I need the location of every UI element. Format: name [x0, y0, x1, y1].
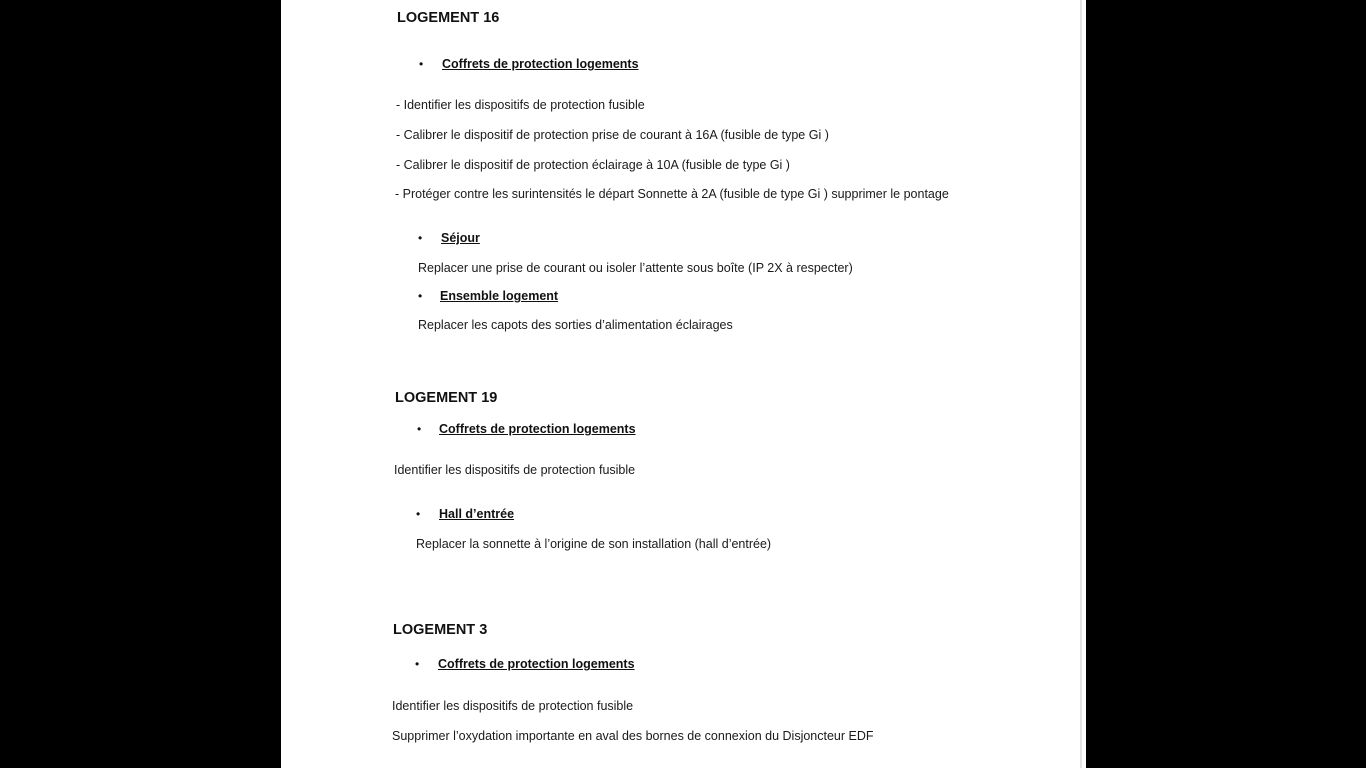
text-line: Identifier les dispositifs de protection fusible	[392, 699, 634, 713]
section-title-logement-3: LOGEMENT 3	[393, 622, 488, 638]
section-title-logement-19: LOGEMENT 19	[395, 390, 498, 406]
text-line: - Calibrer le dispositif de protection prise de courant à 16A (fusible de type Gi )	[396, 128, 829, 142]
subheading-sejour: Séjour	[441, 231, 480, 245]
bullet: •	[418, 231, 423, 245]
text-line: Replacer une prise de courant ou isoler l’attente sous boîte (IP 2X à respecter)	[418, 261, 853, 275]
bullet: •	[416, 507, 421, 521]
text-line: Replacer la sonnette à l’origine de son installation (hall d’entrée)	[416, 537, 772, 551]
section-title-logement-16: LOGEMENT 16	[397, 10, 500, 26]
text-line: - Identifier les dispositifs de protection fusible	[396, 98, 645, 112]
bullet: •	[418, 289, 423, 303]
text-line: Replacer les capots des sorties d’alimentation éclairages	[418, 318, 733, 332]
bullet: •	[417, 422, 422, 436]
bullet: •	[415, 657, 420, 671]
subheading-coffrets: Coffrets de protection logements	[439, 422, 636, 436]
text-line: Supprimer l’oxydation importante en aval des bornes de connexion du Disjoncteur EDF	[392, 729, 874, 743]
subheading-coffrets: Coffrets de protection logements	[438, 657, 635, 671]
text-line: - Calibrer le dispositif de protection éclairage à 10A (fusible de type Gi )	[396, 158, 790, 172]
text-line: Identifier les dispositifs de protection fusible	[394, 463, 636, 477]
text-line: - Protéger contre les surintensités le départ Sonnette à 2A (fusible de type Gi ) supprimer le pontage	[395, 187, 949, 201]
subheading-ensemble-logement: Ensemble logement	[440, 289, 559, 303]
bullet: •	[419, 57, 424, 71]
scanned-page	[281, 0, 1086, 768]
subheading-coffrets: Coffrets de protection logements	[442, 57, 639, 71]
subheading-hall-entree: Hall d’entrée	[439, 507, 515, 521]
